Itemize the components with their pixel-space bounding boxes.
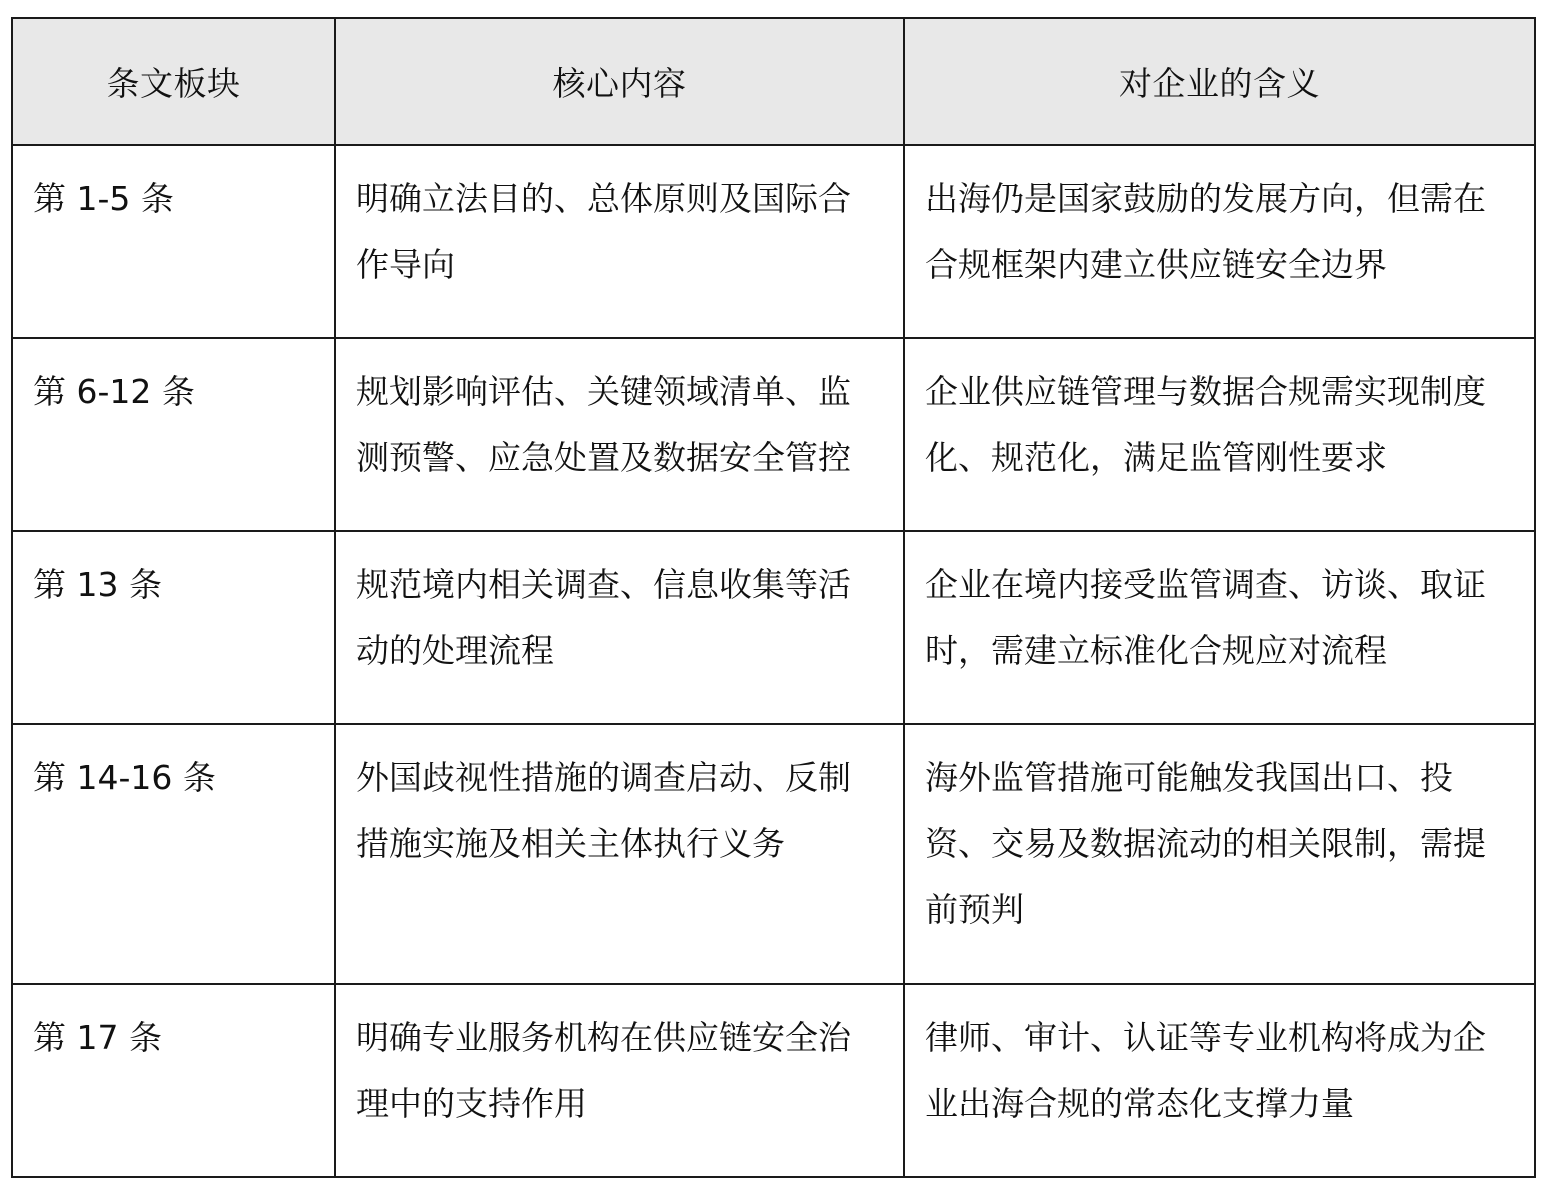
- cell-implication: 海外监管措施可能触发我国出口、投资、交易及数据流动的相关限制，需提前预判: [904, 724, 1535, 984]
- header-implication: 对企业的含义: [904, 18, 1535, 145]
- header-section: 条文板块: [12, 18, 335, 145]
- regulation-table: [11, 17, 1536, 1178]
- table-row: [12, 531, 1535, 724]
- cell-section: 第 13 条: [12, 531, 335, 724]
- table-row: [12, 724, 1535, 984]
- header-core-content: 核心内容: [335, 18, 904, 145]
- cell-core-content: 规范境内相关调查、信息收集等活动的处理流程: [335, 531, 904, 724]
- cell-core-content: 明确立法目的、总体原则及国际合作导向: [335, 145, 904, 338]
- cell-section: 第 1-5 条: [12, 145, 335, 338]
- table-row: [12, 338, 1535, 531]
- cell-core-content: 规划影响评估、关键领域清单、监测预警、应急处置及数据安全管控: [335, 338, 904, 531]
- cell-core-content: 外国歧视性措施的调查启动、反制措施实施及相关主体执行义务: [335, 724, 904, 984]
- header-row: [12, 18, 1535, 145]
- cell-section: 第 14-16 条: [12, 724, 335, 984]
- table-row: [12, 145, 1535, 338]
- cell-implication: 企业供应链管理与数据合规需实现制度化、规范化，满足监管刚性要求: [904, 338, 1535, 531]
- table-row: [12, 984, 1535, 1177]
- cell-implication: 律师、审计、认证等专业机构将成为企业出海合规的常态化支撑力量: [904, 984, 1535, 1177]
- cell-core-content: 明确专业服务机构在供应链安全治理中的支持作用: [335, 984, 904, 1177]
- cell-implication: 出海仍是国家鼓励的发展方向，但需在合规框架内建立供应链安全边界: [904, 145, 1535, 338]
- cell-section: 第 17 条: [12, 984, 335, 1177]
- cell-section: 第 6-12 条: [12, 338, 335, 531]
- cell-implication: 企业在境内接受监管调查、访谈、取证时，需建立标准化合规应对流程: [904, 531, 1535, 724]
